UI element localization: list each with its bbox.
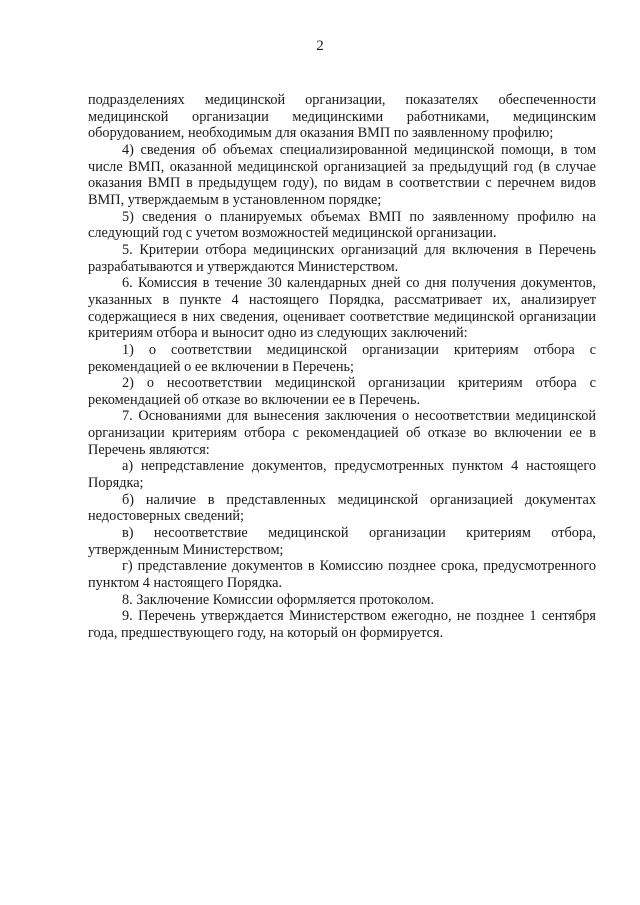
paragraph-conclusion-1: 1) о соответствии медицинской организации критериям отбора с рекомендацией о ее включении в Перечень;	[88, 341, 596, 375]
page-number: 2	[316, 38, 324, 54]
paragraph-clause-6: 6. Комиссия в течение 30 календарных дней со дня получения документов, указанных в пункте 4 настоящего Порядка, рассматривает их, анализирует содержащиеся в них сведения, оценивает соответствие медицинской организации критериям отбора и выносит одно из следующих заключений:	[88, 275, 596, 342]
paragraph-clause-7: 7. Основаниями для вынесения заключения о несоответствии медицинской организации критериям отбора с рекомендацией об отказе во включении ее в Перечень являются:	[88, 408, 596, 458]
paragraph-clause-9: 9. Перечень утверждается Министерством ежегодно, не позднее 1 сентября года, предшествующего году, на который он формируется.	[88, 608, 596, 641]
paragraph-item-5: 5) сведения о планируемых объемах ВМП по заявленному профилю на следующий год с учетом возможностей медицинской организации.	[88, 208, 596, 242]
paragraph-item-4: 4) сведения об объемах специализированной медицинской помощи, в том числе ВМП, оказанной медицинской организацией за предыдущий год (в случае оказания ВМП в предыдущем году), по видам в соответствии с перечнем видов ВМП, утверждаемым в установленном порядке;	[88, 141, 596, 208]
document-body	[88, 92, 596, 642]
paragraph-clause-8: 8. Заключение Комиссии оформляется протоколом.	[122, 591, 435, 608]
paragraph-continuation: подразделениях медицинской организации, показателях обеспеченности медицинской организации медицинскими работниками, медицинским оборудованием, необходимым для оказания ВМП по заявленному профилю;	[88, 92, 596, 142]
paragraph-clause-5: 5. Критерии отбора медицинских организаций для включения в Перечень разрабатываются и утверждаются Министерством.	[88, 241, 596, 275]
paragraph-reason-v: в) несоответствие медицинской организации критериям отбора, утвержденным Министерством;	[88, 525, 596, 558]
paragraph-reason-b: б) наличие в представленных медицинской организацией документах недостоверных сведений;	[88, 491, 596, 525]
paragraph-conclusion-2: 2) о несоответствии медицинской организации критериям отбора с рекомендацией об отказе во включении ее в Перечень.	[88, 375, 596, 408]
paragraph-reason-g: г) представление документов в Комиссию позднее срока, предусмотренного пунктом 4 настоящего Порядка.	[88, 558, 596, 592]
paragraph-reason-a: а) непредставление документов, предусмотренных пунктом 4 настоящего Порядка;	[88, 458, 596, 492]
